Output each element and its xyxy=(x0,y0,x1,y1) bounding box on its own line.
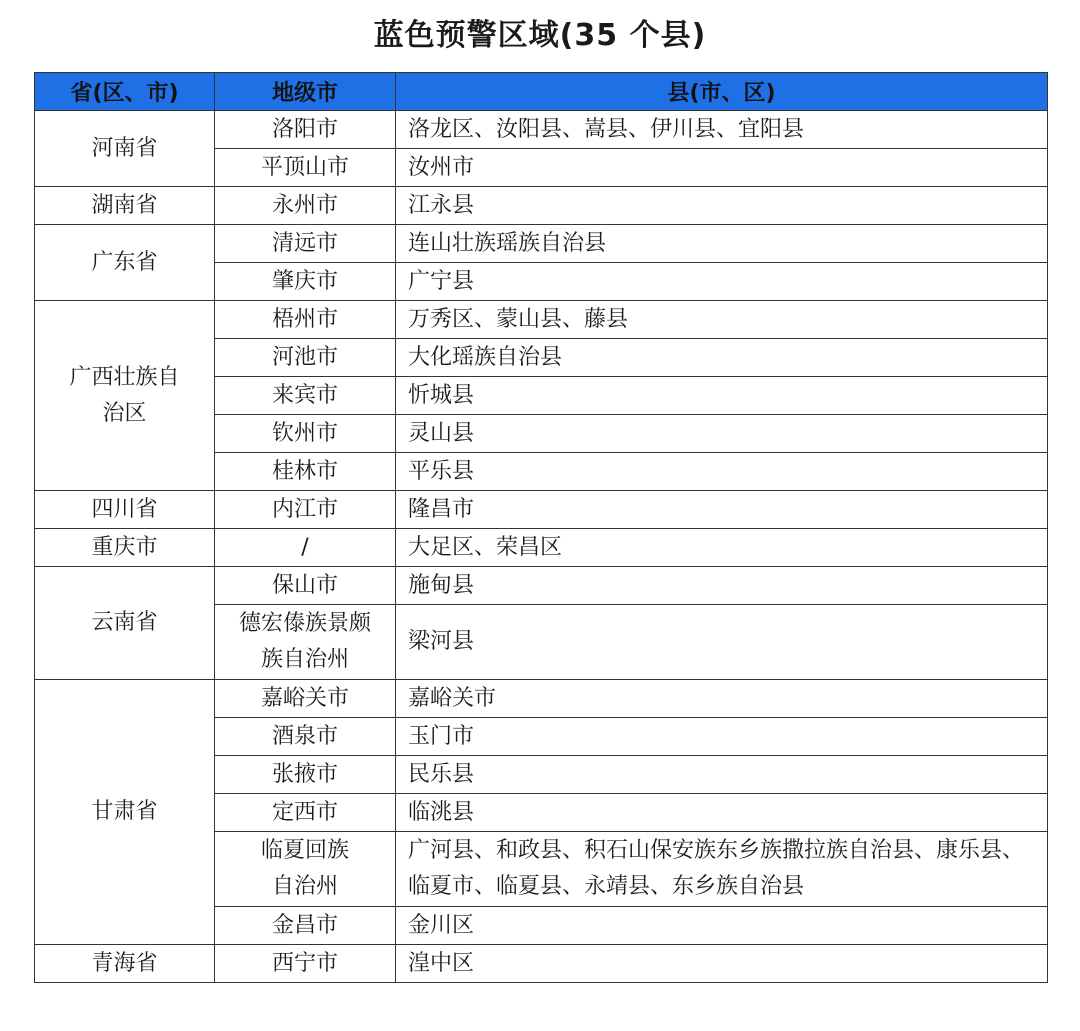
county-cell: 隆昌市 xyxy=(396,491,1048,529)
province-cell: 云南省 xyxy=(35,567,215,680)
county-cell: 梁河县 xyxy=(396,605,1048,680)
county-cell: 嘉峪关市 xyxy=(396,680,1048,718)
county-cell: 广宁县 xyxy=(396,263,1048,301)
city-cell: 嘉峪关市 xyxy=(215,680,396,718)
column-header-city: 地级市 xyxy=(215,73,396,111)
table-row xyxy=(35,225,1048,263)
table-row xyxy=(35,529,1048,567)
province-cell: 河南省 xyxy=(35,111,215,187)
city-cell: 酒泉市 xyxy=(215,718,396,756)
column-header-province: 省(区、市) xyxy=(35,73,215,111)
city-cell: 永州市 xyxy=(215,187,396,225)
column-header-county: 县(市、区) xyxy=(396,73,1048,111)
table-row xyxy=(35,491,1048,529)
city-cell: 西宁市 xyxy=(215,945,396,983)
province-cell: 四川省 xyxy=(35,491,215,529)
county-cell: 江永县 xyxy=(396,187,1048,225)
county-cell: 金川区 xyxy=(396,907,1048,945)
province-cell: 湖南省 xyxy=(35,187,215,225)
city-cell: 定西市 xyxy=(215,794,396,832)
table-row xyxy=(35,567,1048,605)
city-cell: 内江市 xyxy=(215,491,396,529)
city-cell: 洛阳市 xyxy=(215,111,396,149)
city-cell: 张掖市 xyxy=(215,756,396,794)
county-cell: 灵山县 xyxy=(396,415,1048,453)
county-cell: 民乐县 xyxy=(396,756,1048,794)
city-cell: 金昌市 xyxy=(215,907,396,945)
city-cell: 德宏傣族景颇族自治州 xyxy=(215,605,396,680)
province-cell: 甘肃省 xyxy=(35,680,215,945)
province-cell: 广西壮族自治区 xyxy=(35,301,215,491)
county-cell: 临洮县 xyxy=(396,794,1048,832)
province-cell: 重庆市 xyxy=(35,529,215,567)
table-row xyxy=(35,680,1048,718)
document-title: 蓝色预警区域(35 个县) xyxy=(373,18,707,53)
city-cell: / xyxy=(215,529,396,567)
county-cell: 万秀区、蒙山县、藤县 xyxy=(396,301,1048,339)
county-cell: 连山壮族瑶族自治县 xyxy=(396,225,1048,263)
table-header-row xyxy=(35,73,1048,111)
city-cell: 临夏回族自治州 xyxy=(215,832,396,907)
county-cell: 广河县、和政县、积石山保安族东乡族撒拉族自治县、康乐县、临夏市、临夏县、永靖县、东乡族自治县 xyxy=(396,832,1048,907)
county-cell: 施甸县 xyxy=(396,567,1048,605)
province-cell: 青海省 xyxy=(35,945,215,983)
city-cell: 平顶山市 xyxy=(215,149,396,187)
county-cell: 大化瑶族自治县 xyxy=(396,339,1048,377)
table-row xyxy=(35,187,1048,225)
county-cell: 洛龙区、汝阳县、嵩县、伊川县、宜阳县 xyxy=(396,111,1048,149)
city-cell: 梧州市 xyxy=(215,301,396,339)
city-cell: 河池市 xyxy=(215,339,396,377)
city-cell: 保山市 xyxy=(215,567,396,605)
county-cell: 大足区、荣昌区 xyxy=(396,529,1048,567)
table-row xyxy=(35,945,1048,983)
city-cell: 钦州市 xyxy=(215,415,396,453)
county-cell: 平乐县 xyxy=(396,453,1048,491)
table-row xyxy=(35,111,1048,149)
table-row xyxy=(35,301,1048,339)
county-cell: 玉门市 xyxy=(396,718,1048,756)
province-cell: 广东省 xyxy=(35,225,215,301)
county-cell: 汝州市 xyxy=(396,149,1048,187)
city-cell: 桂林市 xyxy=(215,453,396,491)
county-cell: 忻城县 xyxy=(396,377,1048,415)
warning-region-table xyxy=(34,72,1048,983)
city-cell: 肇庆市 xyxy=(215,263,396,301)
city-cell: 清远市 xyxy=(215,225,396,263)
county-cell: 湟中区 xyxy=(396,945,1048,983)
city-cell: 来宾市 xyxy=(215,377,396,415)
